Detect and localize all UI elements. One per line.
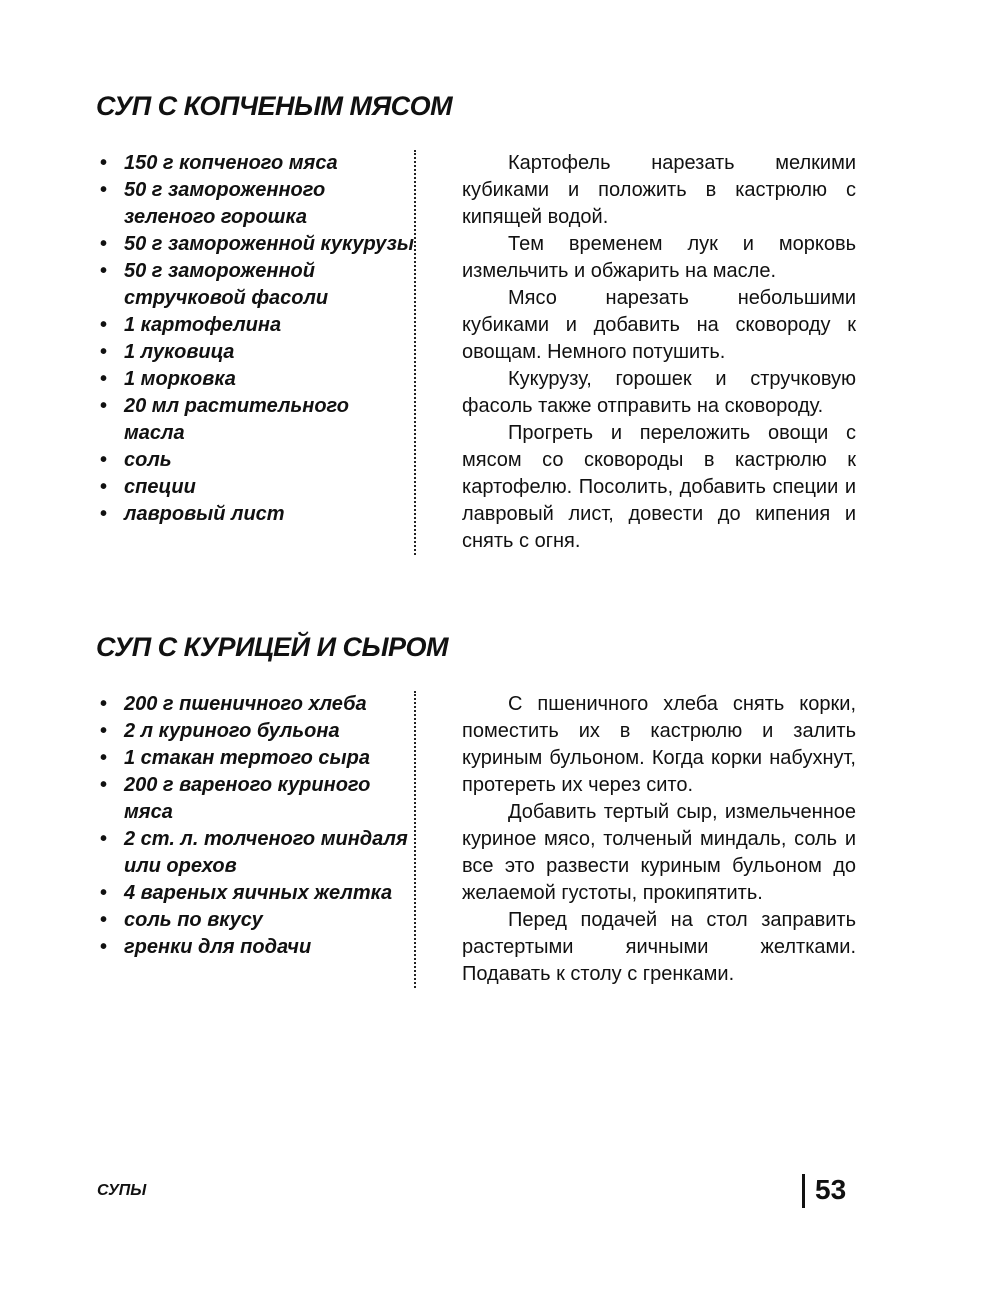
ingredient-text: гренки для подачи (124, 936, 312, 958)
ingredient-text: соль (124, 449, 172, 471)
ingredients-column (96, 691, 416, 988)
direction-paragraph: Перед подачей на стол заправить растертыми яичными желтками. Подавать к столу с гренками. (462, 909, 856, 985)
ingredient-item (96, 231, 414, 258)
direction-paragraph: Прогреть и переложить овощи с мясом со сковороды в кастрюлю к картофелю. Посолить, добавить специи и лавровый лист, довести до кипения и снять с огня. (462, 422, 856, 552)
bullet-icon: • (100, 747, 108, 769)
ingredient-item (96, 312, 414, 339)
bullet-icon: • (100, 314, 108, 336)
ingredient-item (96, 150, 414, 177)
ingredient-item (96, 826, 414, 880)
bullet-icon: • (100, 774, 108, 796)
ingredient-item (96, 718, 414, 745)
section-name: СУПЫ (97, 1182, 147, 1199)
direction-paragraph: Мясо нарезать небольшими кубиками и добавить на сковороду к овощам. Немного потушить. (462, 287, 856, 363)
ingredient-text: специи (124, 476, 196, 498)
ingredient-text: 20 мл растительного масла (124, 395, 349, 444)
ingredient-item (96, 258, 414, 312)
ingredient-item (96, 772, 414, 826)
ingredient-text: 1 картофелина (124, 314, 282, 336)
directions-column (416, 691, 856, 988)
recipe-body (96, 691, 856, 988)
ingredient-text: 1 луковица (124, 341, 235, 363)
page-number: 53 (815, 1174, 847, 1205)
directions-text (462, 691, 856, 988)
page-number-divider (802, 1174, 805, 1208)
bullet-icon: • (100, 693, 108, 715)
bullet-icon: • (100, 341, 108, 363)
recipe-chicken-cheese-soup (96, 627, 856, 988)
bullet-icon: • (100, 449, 108, 471)
direction-paragraph: Кукурузу, горошек и стручковую фасоль также отправить на сковороду. (462, 368, 856, 417)
ingredient-item (96, 501, 414, 528)
ingredient-text: 2 л куриного бульона (124, 720, 340, 742)
ingredient-item (96, 393, 414, 447)
ingredient-item (96, 447, 414, 474)
bullet-icon: • (100, 179, 108, 201)
bullet-icon: • (100, 395, 108, 417)
ingredient-item (96, 474, 414, 501)
ingredient-text: 50 г замороженного зеленого горошка (124, 179, 326, 228)
bullet-icon: • (100, 503, 108, 525)
bullet-icon: • (100, 936, 108, 958)
ingredient-item (96, 339, 414, 366)
ingredients-list (96, 691, 414, 961)
ingredient-item (96, 934, 414, 961)
ingredient-text: 50 г замороженной стручковой фасоли (124, 260, 329, 309)
directions-column (416, 150, 856, 555)
recipe-smoked-meat-soup (96, 86, 856, 555)
bullet-icon: • (100, 152, 108, 174)
direction-paragraph: Картофель нарезать мелкими кубиками и положить в кастрюлю с кипящей водой. (462, 152, 856, 228)
bullet-icon: • (100, 476, 108, 498)
ingredient-text: 50 г замороженной кукурузы (124, 233, 414, 255)
ingredients-column (96, 150, 416, 555)
ingredient-item (96, 880, 414, 907)
bullet-icon: • (100, 909, 108, 931)
ingredient-text: 1 стакан тертого сыра (124, 747, 370, 769)
bullet-icon: • (100, 828, 108, 850)
bullet-icon: • (100, 260, 108, 282)
bullet-icon: • (100, 882, 108, 904)
ingredient-item (96, 691, 414, 718)
direction-paragraph: Тем временем лук и морковь измельчить и обжарить на масле. (462, 233, 856, 282)
bullet-icon: • (100, 368, 108, 390)
ingredient-item (96, 745, 414, 772)
recipe-body (96, 150, 856, 555)
direction-paragraph: Добавить тертый сыр, измельченное куриное мясо, толченый миндаль, соль и все это развести куриным бульоном до желаемой густоты, прокипятить. (462, 801, 856, 904)
ingredient-text: 200 г вареного куриного мяса (124, 774, 371, 823)
directions-text (462, 150, 856, 555)
ingredient-item (96, 366, 414, 393)
ingredient-text: 150 г копченого мяса (124, 152, 338, 174)
ingredient-text: лавровый лист (124, 503, 285, 525)
ingredients-list (96, 150, 414, 528)
recipe-title: СУП С КОПЧЕНЫМ МЯСОМ (96, 91, 453, 121)
direction-paragraph: С пшеничного хлеба снять корки, поместить их в кастрюлю и залить куриным бульоном. Когда корки набухнут, протереть их через сито. (462, 693, 856, 796)
ingredient-text: соль по вкусу (124, 909, 263, 931)
ingredient-item (96, 177, 414, 231)
ingredient-text: 200 г пшеничного хлеба (124, 693, 367, 715)
bullet-icon: • (100, 720, 108, 742)
ingredient-text: 4 вареных яичных желтка (124, 882, 393, 904)
ingredient-text: 2 ст. л. толченого миндаля или орехов (124, 828, 408, 877)
recipe-title: СУП С КУРИЦЕЙ И СЫРОМ (96, 632, 449, 662)
bullet-icon: • (100, 233, 108, 255)
ingredient-item (96, 907, 414, 934)
ingredient-text: 1 морковка (124, 368, 236, 390)
